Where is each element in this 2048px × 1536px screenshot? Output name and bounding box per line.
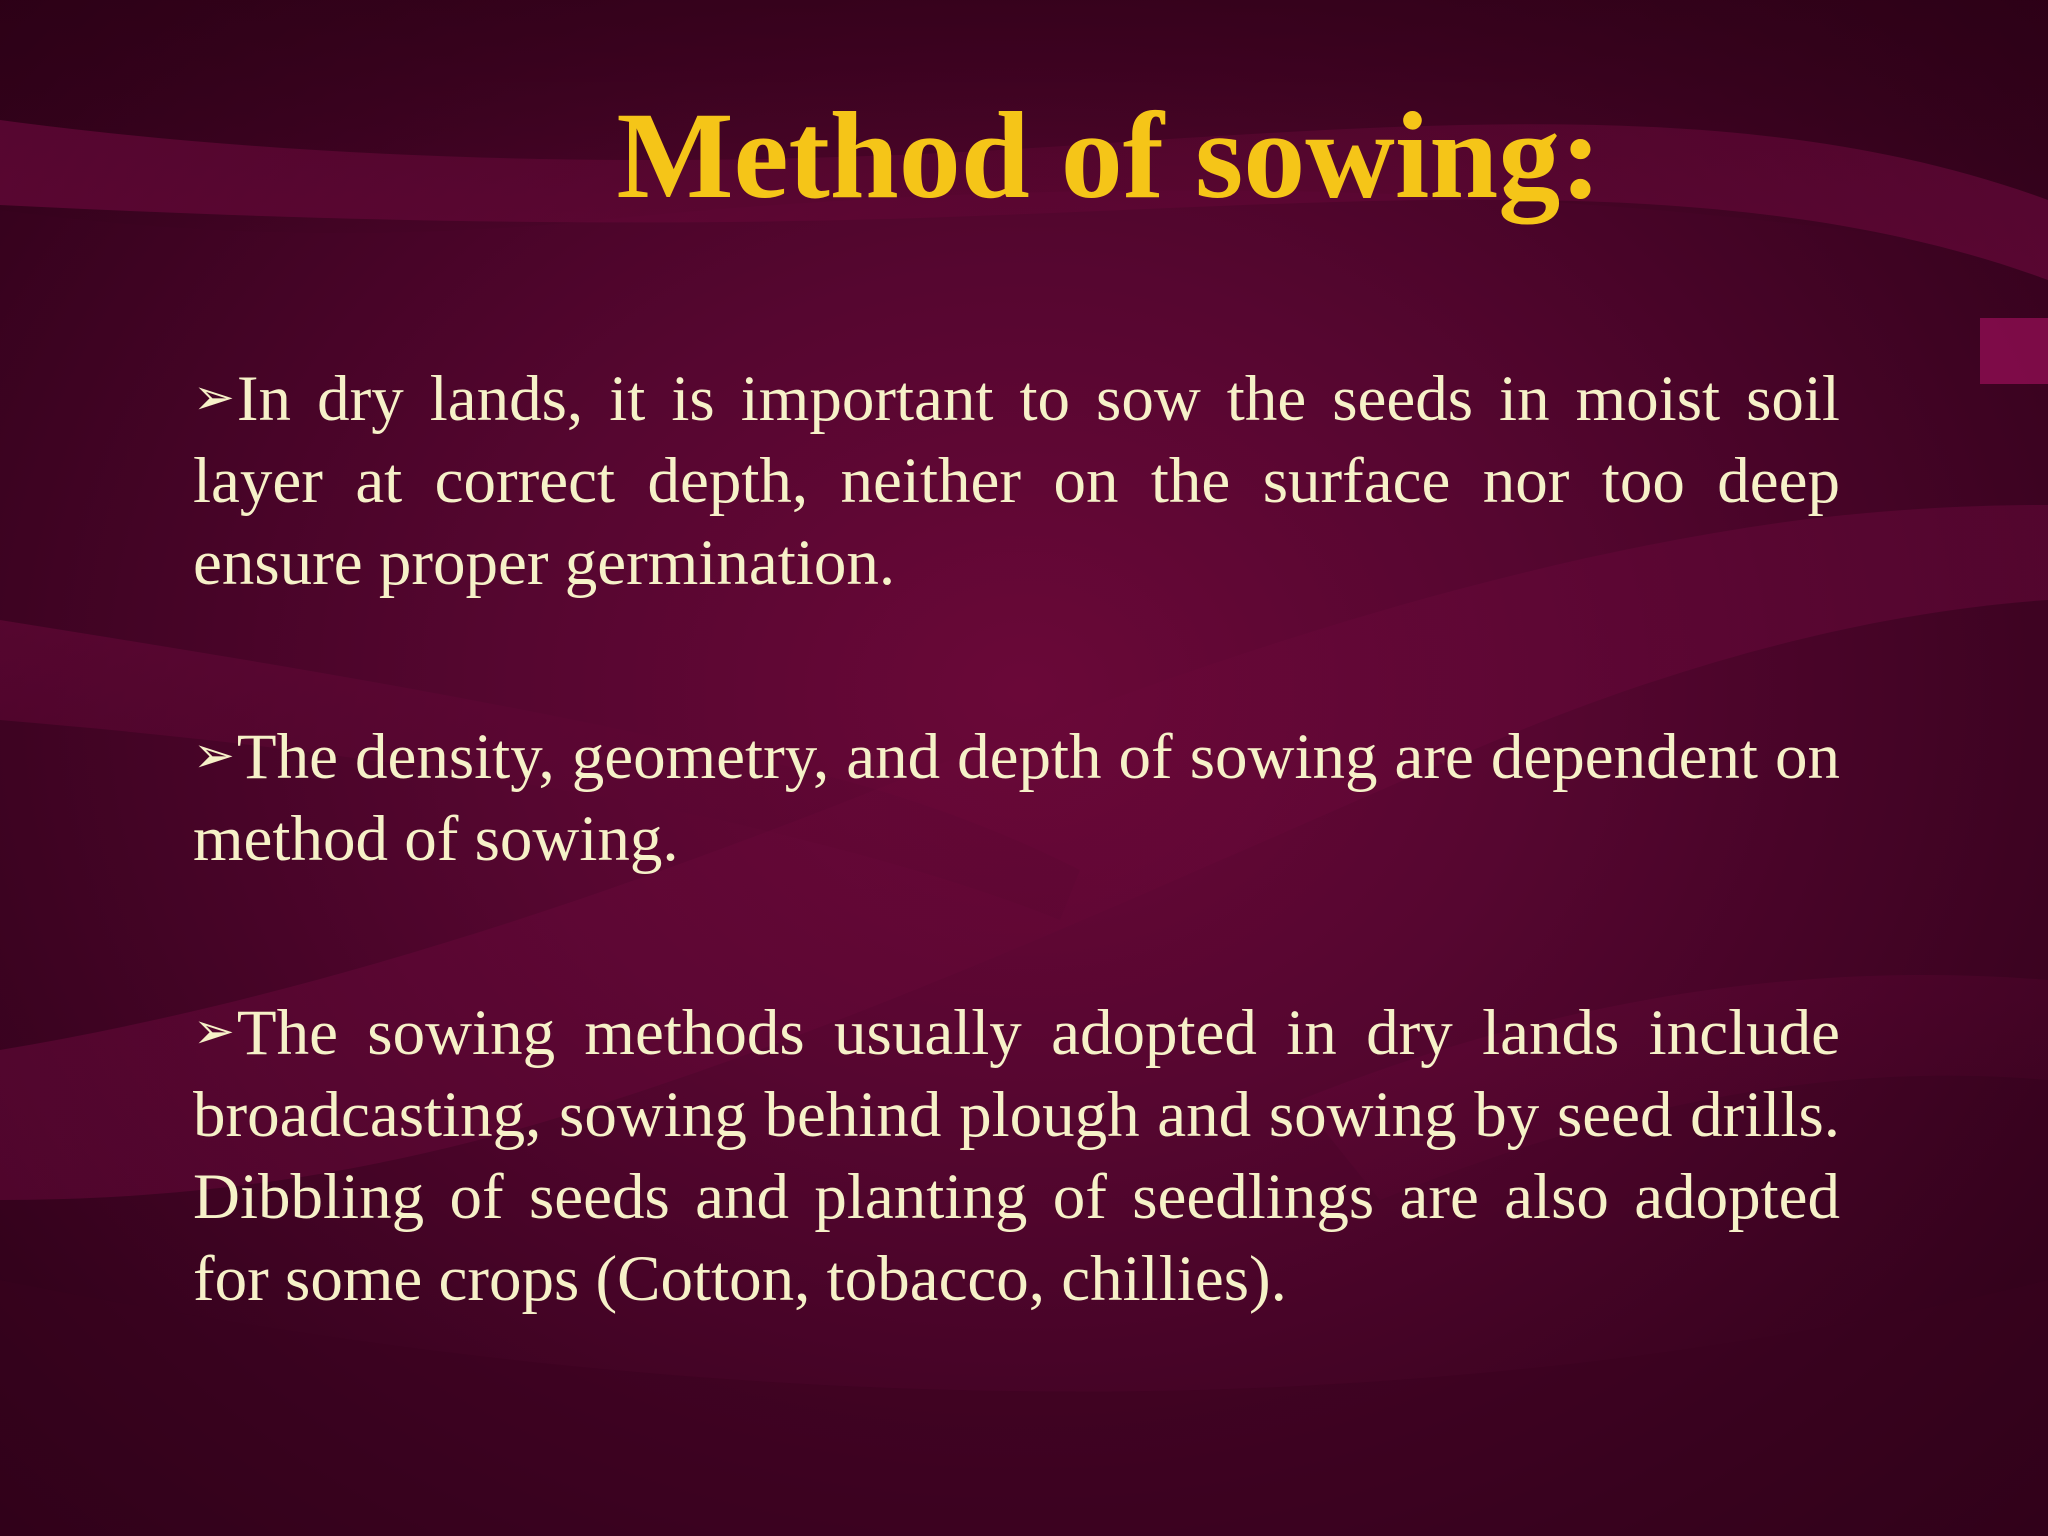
bullet-text: In dry lands, it is important to sow the seeds in moist soil layer at correct depth, neither on the surface nor too deep ensure proper germination. xyxy=(193,363,1840,599)
arrow-bullet-icon: ➢ xyxy=(193,726,235,784)
arrow-bullet-icon: ➢ xyxy=(193,368,235,426)
slide-title: Method of sowing: xyxy=(616,87,1602,224)
arrow-bullet-icon: ➢ xyxy=(193,1002,235,1060)
bullet-item xyxy=(193,356,1840,604)
bullet-item xyxy=(193,714,1840,880)
bullet-text: The sowing methods usually adopted in dry lands include broadcasting, sowing behind plough and sowing by seed drills. Dibbling of seeds and planting of seedlings are also adopted for some crops (Cotton, tobacco, chillies). xyxy=(193,997,1840,1315)
bullet-list xyxy=(193,356,1840,1320)
bullet-text: The density, geometry, and depth of sowing are dependent on method of sowing. xyxy=(193,721,1840,875)
bullet-item xyxy=(193,990,1840,1320)
